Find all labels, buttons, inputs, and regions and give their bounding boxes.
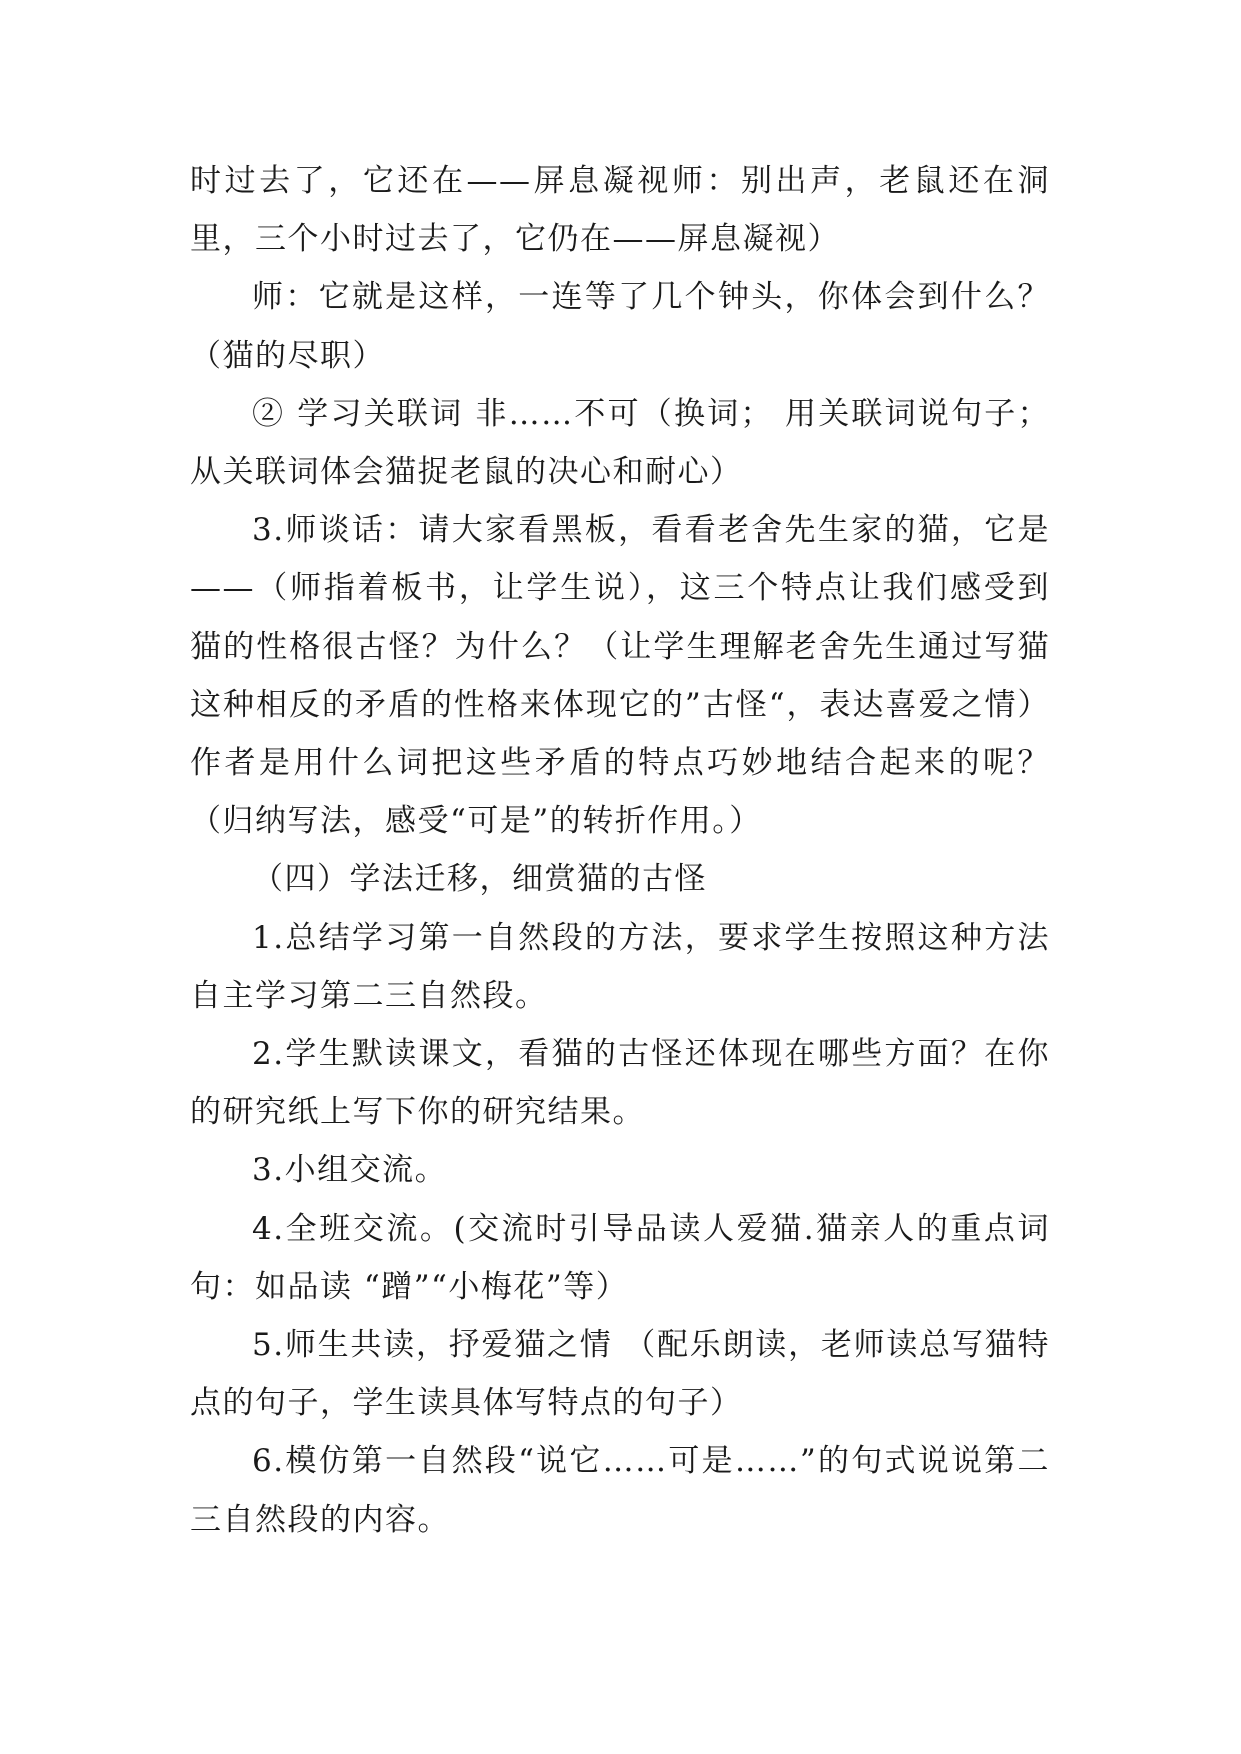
paragraph-step-5: 5.师生共读，抒爱猫之情 （配乐朗读，老师读总写猫特点的句子，学生读具体写特点的句子） — [190, 1327, 1050, 1422]
paragraph-teacher-talk: 3.师谈话：请大家看黑板，看看老舍先生家的猫，它是——（师指着板书，让学生说），这三个特点让我们感受到猫的性格很古怪？为什么？（让学生理解老舍先生通过写猫这种相反的矛盾的性格来体现它的”古怪“，表达喜爱之情）作者是用什么词把这些矛盾的特点巧妙地结合起来的呢？（归纳写法，感受“可是”的转折作用。） — [190, 512, 1050, 840]
section-heading-four: （四）学法迁移，细赏猫的古怪 — [252, 861, 707, 898]
paragraph-conjunction-study: ② 学习关联词 非……不可（换词； 用关联词说句子；从关联词体会猫捉老鼠的决心和耐心） — [190, 395, 1050, 491]
paragraph-continuation: 时过去了，它还在——屏息凝视师：别出声，老鼠还在洞里，三个小时过去了，它仍在——屏息凝视） — [190, 163, 1050, 258]
paragraph-teacher-question: 师：它就是这样，一连等了几个钟头，你体会到什么？（猫的尽职） — [190, 279, 1050, 374]
paragraph-step-2: 2.学生默读课文，看猫的古怪还体现在哪些方面？在你的研究纸上写下你的研究结果。 — [190, 1036, 1050, 1131]
paragraph-step-6: 6.模仿第一自然段“说它……可是……”的句式说说第二三自然段的内容。 — [190, 1443, 1050, 1538]
paragraph-step-3: 3.小组交流。 — [252, 1152, 448, 1189]
paragraph-step-1: 1.总结学习第一自然段的方法，要求学生按照这种方法自主学习第二三自然段。 — [190, 919, 1050, 1014]
paragraph-step-4: 4.全班交流。(交流时引导品读人爱猫.猫亲人的重点词句：如品读 “蹭”“小梅花”等） — [190, 1210, 1050, 1305]
document-body — [190, 152, 1050, 1549]
